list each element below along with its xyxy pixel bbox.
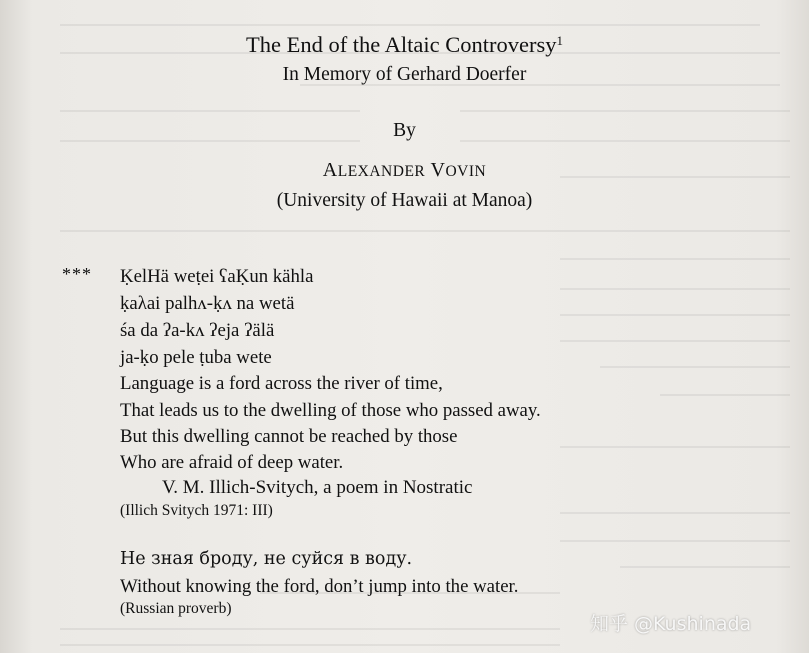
- nostratic-line: ja-ḳo pele ṭuba wete: [120, 347, 272, 368]
- title-footnote-marker: 1: [556, 33, 564, 48]
- article-subtitle: In Memory of Gerhard Doerfer: [282, 64, 527, 85]
- english-translation-line: That leads us to the dwelling of those who passed away.: [120, 400, 541, 421]
- nostratic-line: ḲelHä weṭei ʕaḲun kähla: [120, 266, 314, 287]
- english-translation-line: Who are afraid of deep water.: [120, 452, 344, 473]
- english-translation-line: But this dwelling cannot be reached by those: [120, 426, 458, 447]
- english-translation-line: Language is a ford across the river of time,: [120, 373, 443, 394]
- epigraph-attribution: V. M. Illich-Svitych, a poem in Nostratic: [162, 477, 473, 498]
- proverb-translation: Without knowing the ford, don’t jump into the water.: [120, 576, 519, 597]
- author-first-initial: A: [322, 159, 338, 181]
- nostratic-line: śa da ʔa-kʌ ʔeja ʔälä: [120, 320, 275, 341]
- nostratic-line: ḳaλai palhʌ-ḳʌ na wetä: [120, 293, 295, 314]
- author-first-rest: LEXANDER: [337, 163, 426, 180]
- article-title-text: The End of the Altaic Controversy: [245, 32, 557, 57]
- author-last-rest: OVIN: [445, 163, 487, 180]
- byline-label: By: [393, 120, 416, 141]
- section-marker: ***: [62, 264, 92, 284]
- epigraph-citation: (Illich Svitych 1971: III): [120, 502, 273, 519]
- author-last-initial: V: [430, 159, 446, 181]
- russian-proverb: Не зная броду, не суйся в воду.: [120, 549, 413, 569]
- author-name: [0, 159, 809, 182]
- author-affiliation: (University of Hawaii at Manoa): [276, 190, 533, 211]
- proverb-source: (Russian proverb): [120, 600, 232, 617]
- watermark: 知乎 @Kushinada: [590, 613, 752, 635]
- article-title: [0, 32, 809, 58]
